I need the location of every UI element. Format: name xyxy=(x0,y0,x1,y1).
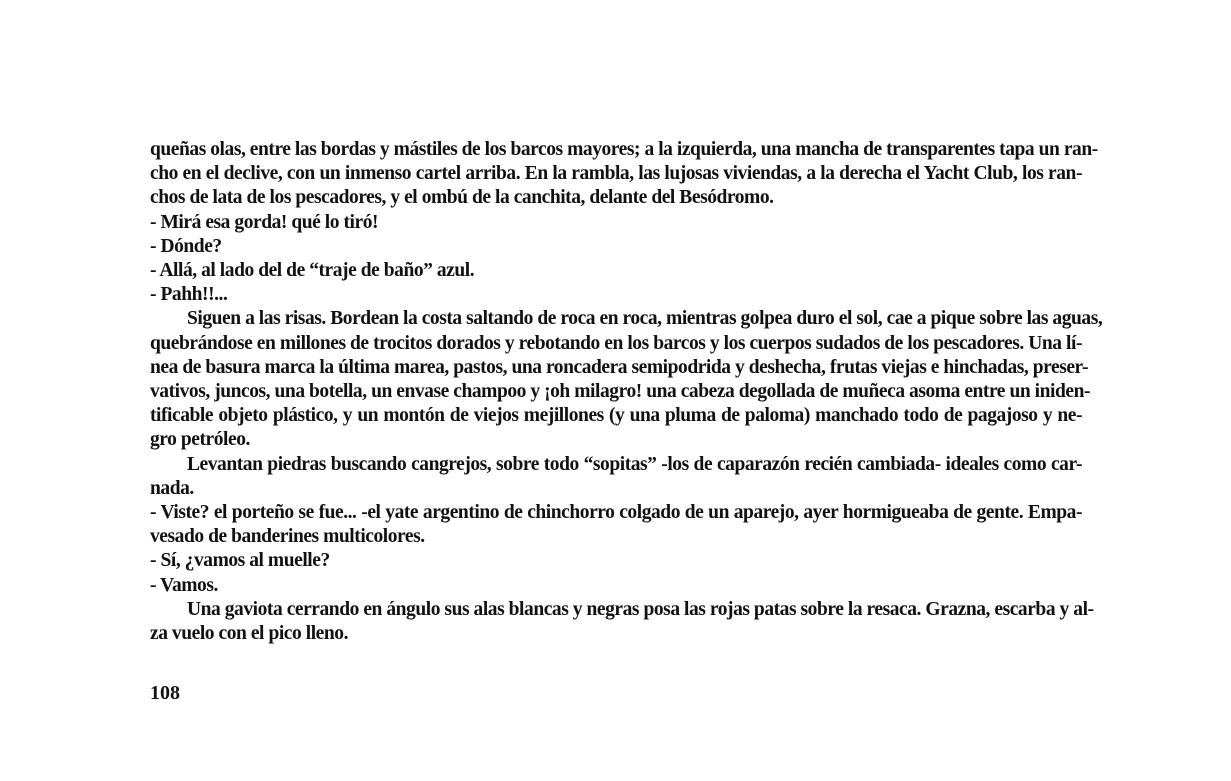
dialogue-line: - Vamos. xyxy=(150,574,218,596)
dialogue-line: - Viste? el porteño se fue... -el yate argentino de chinchorro colgado de un aparejo, ayer hormigueaba de gente. Empa- xyxy=(150,502,1082,524)
dialogue-line: - Pahh!!... xyxy=(150,284,228,306)
text-line: nea de basura marca la última marea, pastos, una roncadera semipodrida y deshecha, frutas viejas e hinchadas, preser- xyxy=(150,356,1089,378)
text-line: vativos, juncos, una botella, un envase champoo y ¡oh milagro! una cabeza degollada de muñeca asoma entre un iniden- xyxy=(150,381,1091,403)
paragraph-start-line: Una gaviota cerrando en ángulo sus alas blancas y negras posa las rojas patas sobre la resaca. Grazna, escarba y al- xyxy=(187,598,1094,620)
paragraph-start-line: Levantan piedras buscando cangrejos, sobre todo “sopitas” -los de caparazón recién cambiada- ideales como car- xyxy=(187,453,1082,475)
text-line: quebrándose en millones de trocitos dorados y rebotando en los barcos y los cuerpos sudados de los pescadores. Una lí- xyxy=(150,332,1082,354)
text-line: tificable objeto plástico, y un montón de viejos mejillones (y una pluma de paloma) manchado todo de pagajoso y ne- xyxy=(150,405,1082,427)
dialogue-line: - Allá, al lado del de “traje de baño” azul. xyxy=(150,260,475,282)
text-line: za vuelo con el pico lleno. xyxy=(150,623,348,645)
text-line: vesado de banderines multicolores. xyxy=(150,526,425,548)
page-number: 108 xyxy=(150,682,180,704)
paragraph-start-line: Siguen a las risas. Bordean la costa saltando de roca en roca, mientras golpea duro el sol, cae a pique sobre las aguas, xyxy=(187,308,1103,330)
dialogue-line: - Dónde? xyxy=(150,235,222,257)
dialogue-line: - Mirá esa gorda! qué lo tiró! xyxy=(150,211,379,233)
text-line: queñas olas, entre las bordas y mástiles de los barcos mayores; a la izquierda, una mancha de transparentes tapa un ran- xyxy=(150,139,1098,160)
dialogue-line: - Sí, ¿vamos al muelle? xyxy=(150,550,330,572)
body-text xyxy=(150,138,1103,646)
text-line: nada. xyxy=(150,477,194,499)
text-line: gro petróleo. xyxy=(150,429,250,451)
text-line: cho en el declive, con un inmenso cartel arriba. En la rambla, las lujosas viviendas, a la derecha el Yacht Club, los ran- xyxy=(150,163,1082,185)
text-line: chos de lata de los pescadores, y el ombú de la canchita, delante del Besódromo. xyxy=(150,187,774,209)
